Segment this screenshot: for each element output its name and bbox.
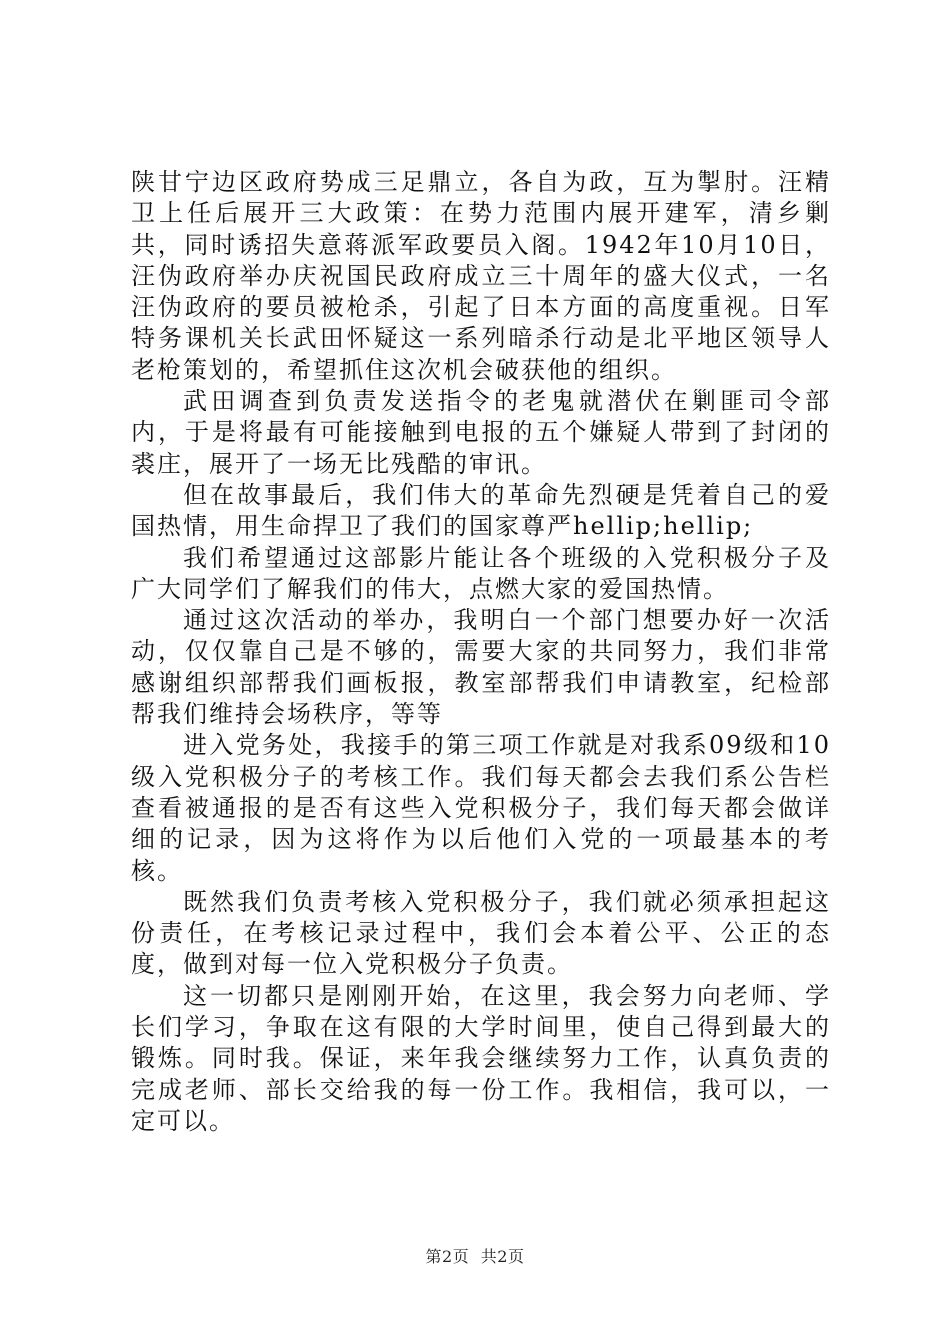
paragraph: 进入党务处，我接手的第三项工作就是对我系09级和10级入党积极分子的考核工作。我们每天都会去我们系公告栏查看被通报的是否有这些入党积极分子，我们每天都会做详细的记录，因为这将作为以后他们入党的一项最基本的考核。 [131, 731, 831, 885]
paragraph: 我们希望通过这部影片能让各个班级的入党积极分子及广大同学们了解我们的伟大，点燃大家的爱国热情。 [131, 543, 831, 603]
paragraph: 陕甘宁边区政府势成三足鼎立，各自为政，互为掣肘。汪精卫上任后展开三大政策：在势力范围内展开建军，清乡剿共，同时诱招失意蒋派军政要员入阁。1942年10月10日，汪伪政府举办庆祝国民政府成立三十周年的盛大仪式，一名汪伪政府的要员被枪杀，引起了日本方面的高度重视。日军特务课机关长武田怀疑这一系列暗杀行动是北平地区领导人老枪策划的，希望抓住这次机会破获他的组织。 [131, 168, 831, 384]
paragraph: 既然我们负责考核入党积极分子，我们就必须承担起这份责任，在考核记录过程中，我们会本着公平、公正的态度，做到对每一位入党积极分子负责。 [131, 887, 831, 979]
page-footer [0, 1244, 950, 1267]
paragraph: 武田调查到负责发送指令的老鬼就潜伏在剿匪司令部内，于是将最有可能接触到电报的五个嫌疑人带到了封闭的裘庄，展开了一场无比残酷的审讯。 [131, 387, 831, 478]
paragraph: 但在故事最后，我们伟大的革命先烈硬是凭着自己的爱国热情，用生命捍卫了我们的国家尊严hellip;hellip; [131, 480, 831, 541]
paragraph: 这一切都只是刚刚开始，在这里，我会努力向老师、学长们学习，争取在这有限的大学时间里，使自己得到最大的锻炼。同时我。保证，来年我会继续努力工作，认真负责的完成老师、部长交给我的每一份工作。我相信，我可以，一定可以。 [131, 981, 831, 1135]
page-total: 共2页 [480, 1247, 525, 1266]
document-body [131, 167, 831, 1137]
page-number: 第2页 [425, 1247, 470, 1266]
paragraph: 通过这次活动的举办，我明白一个部门想要办好一次活动，仅仅靠自己是不够的，需要大家的共同努力，我们非常感谢组织部帮我们画板报，教室部帮我们申请教室，纪检部帮我们维持会场秩序，等等 [131, 606, 831, 729]
